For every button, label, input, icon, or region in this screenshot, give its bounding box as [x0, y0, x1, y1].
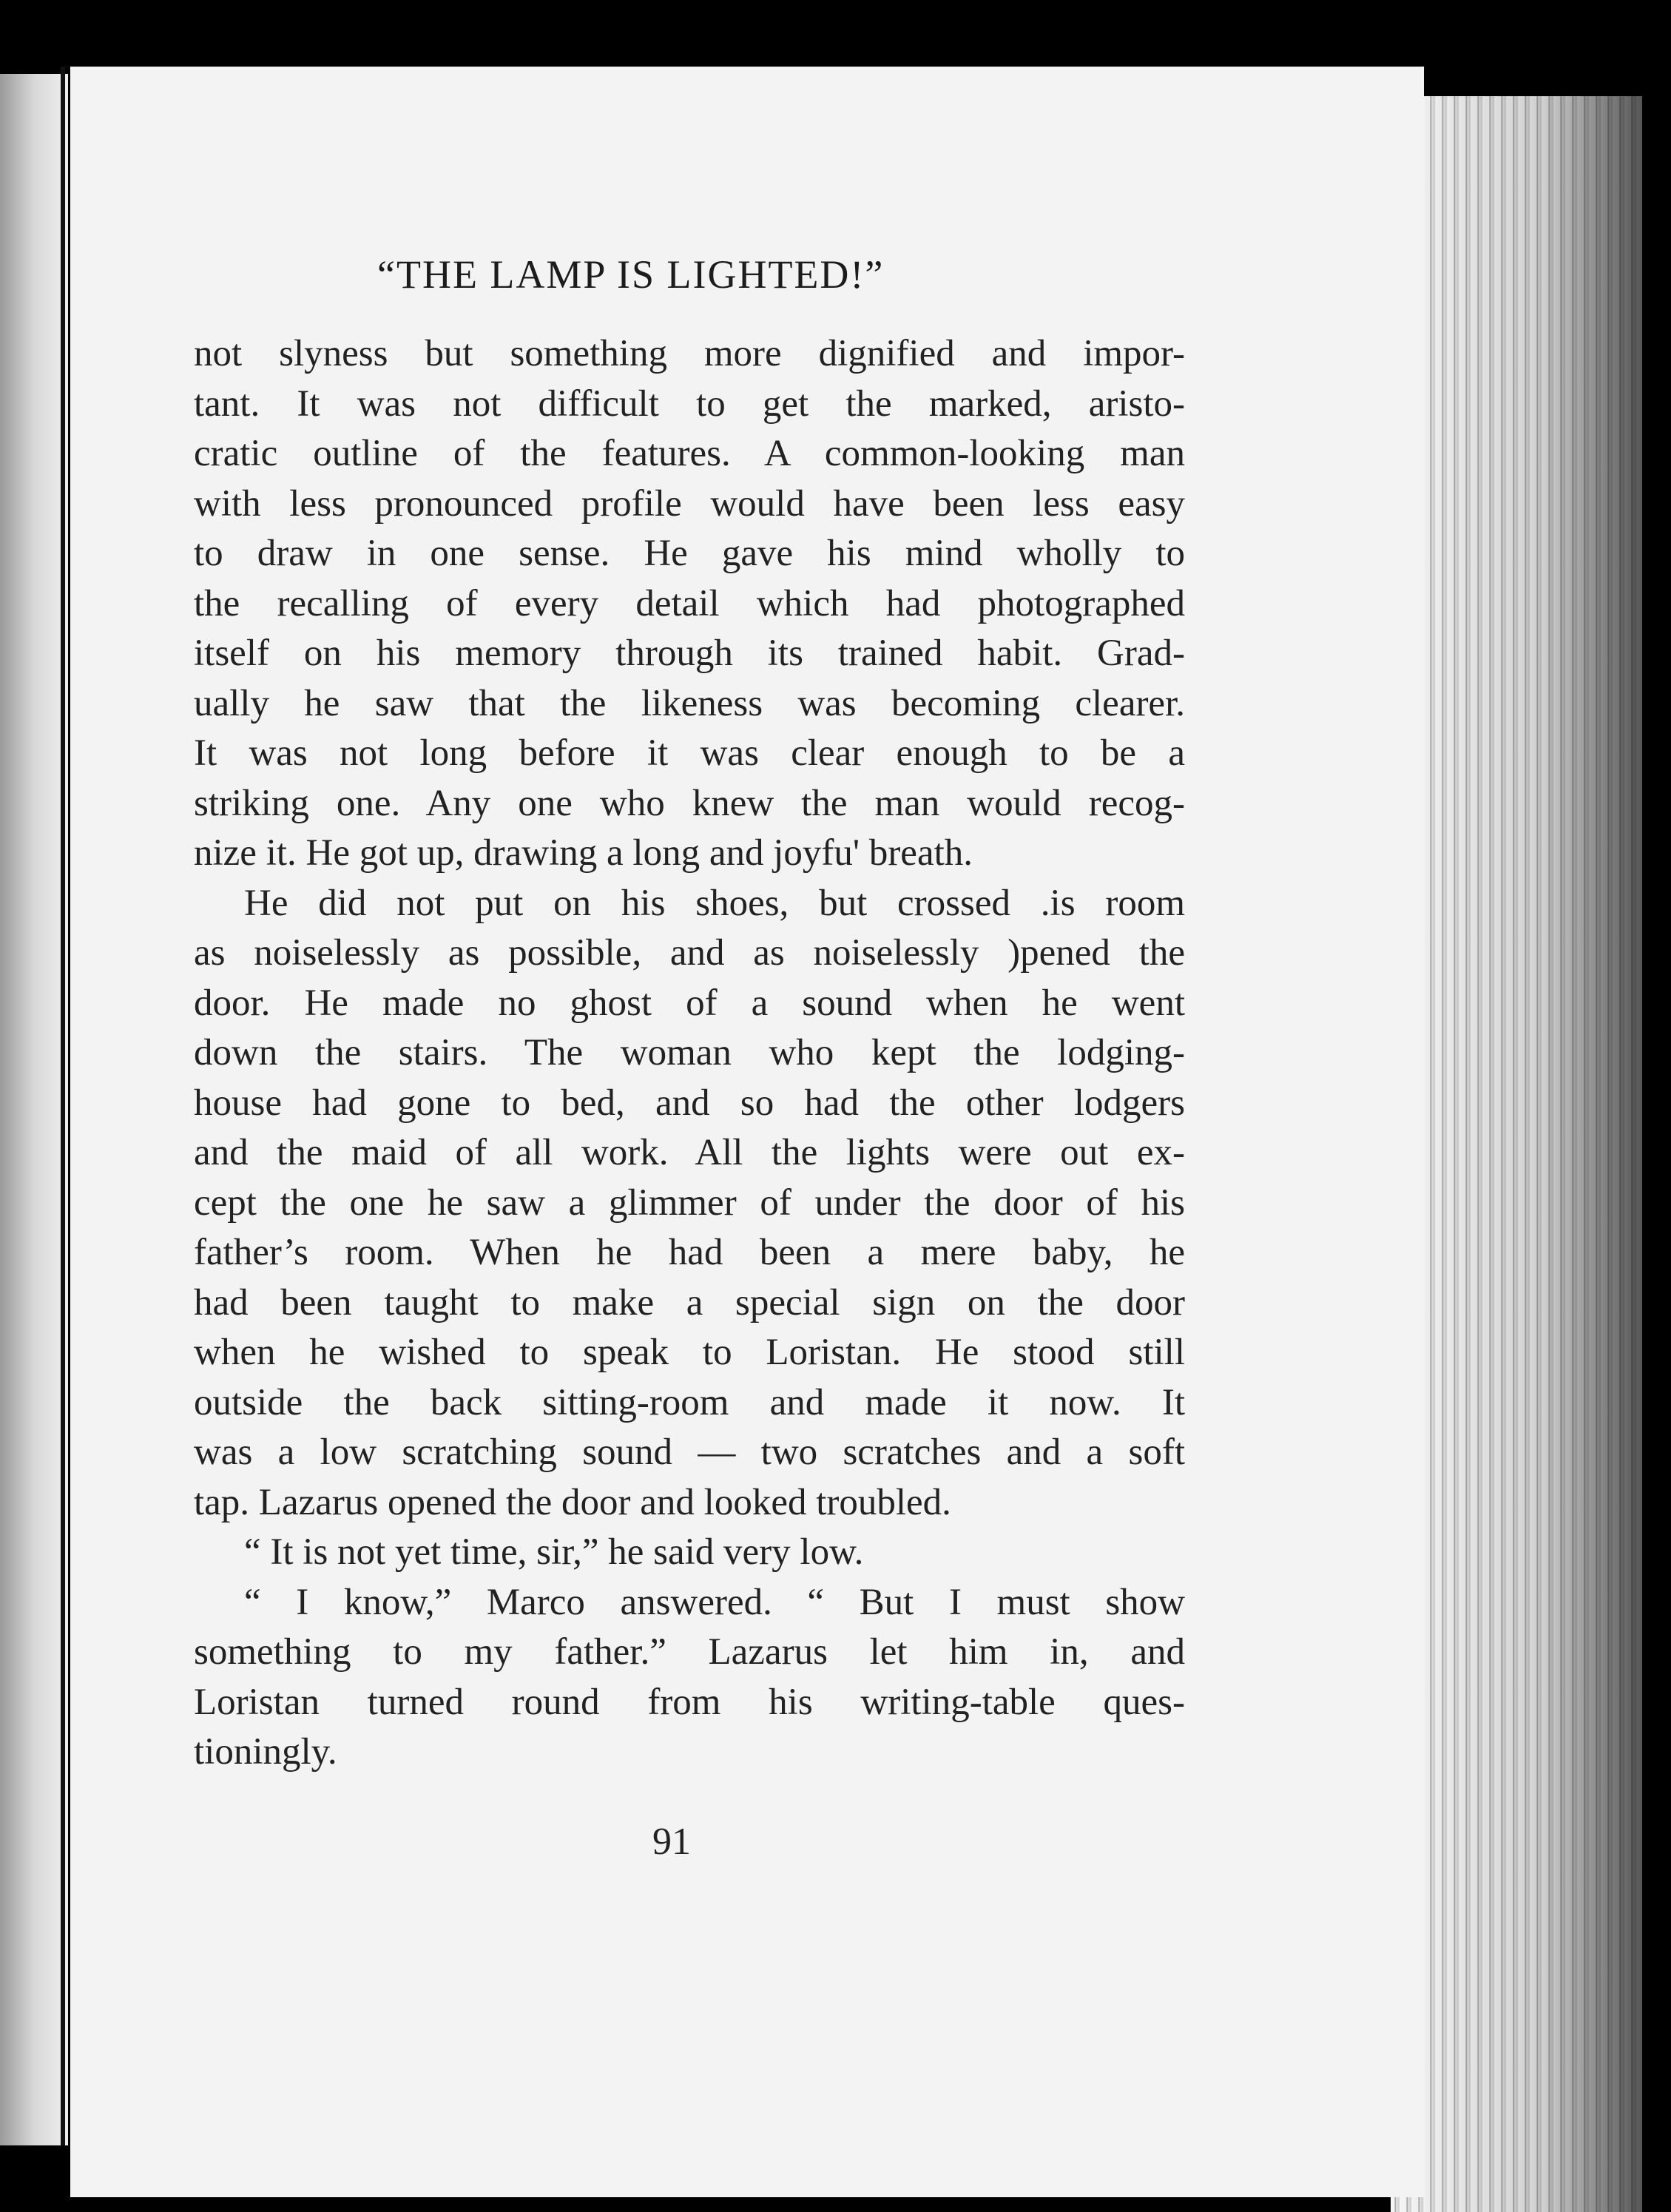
binding-gutter: [0, 74, 68, 2145]
text-line: cratic outline of the features. A common-looking man: [194, 433, 1185, 474]
text-line: It was not long before it was clear enough to be a: [194, 732, 1185, 774]
text-line: the recalling of every detail which had photographed: [194, 582, 1185, 624]
body-text: [194, 329, 1185, 1778]
paragraph-start-line: He did not put on his shoes, but crossed .is room: [244, 882, 1185, 924]
running-head: “THE LAMP IS LIGHTED!”: [377, 252, 885, 297]
text-line: not slyness but something more dignified and impor-: [194, 333, 1185, 374]
text-line: tant. It was not difficult to get the marked, aristo-: [194, 382, 1185, 425]
text-line: and the maid of all work. All the lights were out ex-: [194, 1132, 1185, 1173]
text-line: tioningly.: [194, 1731, 337, 1773]
text-line: Loristan turned round from his writing-table ques-: [194, 1681, 1185, 1723]
paragraph-start-line: “ I know,” Marco answered. “ But I must show: [244, 1581, 1185, 1623]
paragraph-start-line: “ It is not yet time, sir,” he said very low.: [244, 1531, 864, 1573]
text-line: father’s room. When he had been a mere baby, he: [194, 1232, 1185, 1273]
text-line: to draw in one sense. He gave his mind wholly to: [194, 533, 1185, 574]
text-line: itself on his memory through its trained habit. Grad-: [194, 633, 1185, 674]
text-line: had been taught to make a special sign on the door: [194, 1281, 1185, 1324]
page-edges-shadow: [1391, 96, 1642, 2212]
text-line: nize it. He got up, drawing a long and joyfu' breath.: [194, 832, 973, 874]
text-line: ually he saw that the likeness was becoming clearer.: [194, 682, 1185, 724]
page-number: 91: [652, 1821, 691, 1863]
text-line: when he wished to speak to Loristan. He stood still: [194, 1332, 1185, 1373]
text-line: door. He made no ghost of a sound when he went: [194, 982, 1185, 1024]
text-line: was a low scratching sound — two scratches and a soft: [194, 1432, 1185, 1473]
text-line: cept the one he saw a glimmer of under the door of his: [194, 1181, 1185, 1224]
text-line: tap. Lazarus opened the door and looked troubled.: [194, 1481, 951, 1523]
text-line: down the stairs. The woman who kept the lodging-: [194, 1032, 1185, 1073]
text-line: outside the back sitting-room and made it now. It: [194, 1381, 1185, 1423]
text-line: house had gone to bed, and so had the other lodgers: [194, 1082, 1185, 1124]
text-line: something to my father.” Lazarus let him in, and: [194, 1631, 1185, 1673]
text-line: striking one. Any one who knew the man would recog-: [194, 782, 1185, 824]
text-line: with less pronounced profile would have been less easy: [194, 482, 1185, 525]
binding-edge: [61, 67, 65, 2145]
text-line: as noiselessly as possible, and as noiselessly )pened the: [194, 932, 1185, 974]
